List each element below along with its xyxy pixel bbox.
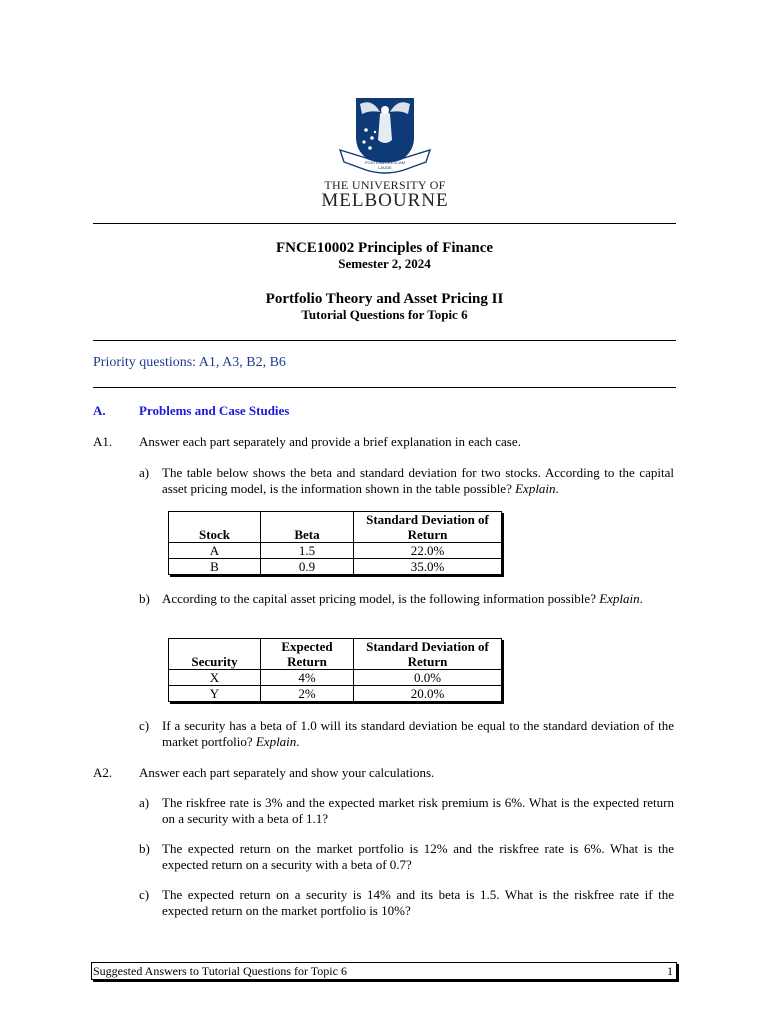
table-header: Stock — [169, 512, 261, 543]
table-row — [169, 686, 502, 702]
a1-part-b-label: b) — [139, 591, 150, 606]
section-title: Problems and Case Studies — [139, 403, 290, 418]
question-a1-number: A1. — [93, 434, 113, 449]
course-title: FNCE10002 Principles of Finance — [275, 240, 494, 256]
page-footer — [91, 962, 677, 980]
table-cell: 0.0% — [354, 670, 502, 686]
question-a2-number: A2. — [93, 765, 113, 780]
table-header: Standard Deviation of Return — [354, 639, 502, 670]
table-cell: Y — [169, 686, 261, 702]
table-header-row — [169, 512, 502, 543]
a1-part-b-explain: Explain — [599, 591, 640, 606]
a1-part-a-body: The table below shows the beta and standard deviation for two stocks. According to the capital asset pricing model, is the information shown in the table possible? — [162, 465, 674, 496]
logo-motto: POSTERA CRESCAM LAUDE — [364, 160, 405, 170]
a1-part-b-text: According to the capital asset pricing model, is the following information possible? Explain. — [162, 591, 643, 606]
a2-part-b-text: The expected return on the market portfolio is 12% and the riskfree rate is 6%. What is the expected return on a security with a beta of 0.7? — [162, 841, 674, 872]
a1-part-b-body: According to the capital asset pricing model, is the following information possible? — [162, 591, 596, 606]
topic-subtitle: Tutorial Questions for Topic 6 — [301, 307, 468, 322]
table-cell: 1.5 — [261, 543, 354, 559]
a1-part-c-explain: Explain — [255, 734, 297, 749]
table-row — [169, 559, 502, 575]
a2-part-c-text: The expected return on a security is 14% and its beta is 1.5. What is the riskfree rate if the expected return on the market portfolio is 10%? — [162, 887, 674, 918]
table-header-row — [169, 639, 502, 670]
a1-part-c-label: c) — [139, 718, 150, 733]
table-cell: X — [169, 670, 261, 686]
a1-part-a-explain: Explain — [515, 481, 556, 496]
table-header: Beta — [261, 512, 354, 543]
page-number: 1 — [667, 964, 673, 978]
table-cell: 0.9 — [261, 559, 354, 575]
logo-line2: MELBOURNE — [321, 190, 449, 211]
beta-sd-table — [168, 511, 502, 575]
semester: Semester 2, 2024 — [338, 256, 431, 271]
table-cell: 22.0% — [354, 543, 502, 559]
section-letter: A. — [93, 403, 106, 418]
a1-part-c-text: If a security has a beta of 1.0 will its standard deviation be equal to the standard deviation of the market portfolio? Explain. — [162, 718, 674, 749]
table-row — [169, 670, 502, 686]
university-logo — [320, 94, 450, 214]
divider-mid — [93, 340, 676, 341]
table-cell: 20.0% — [354, 686, 502, 702]
a2-part-b-label: b) — [139, 841, 150, 856]
table-header: Standard Deviation of Return — [354, 512, 502, 543]
table-header: Expected Return — [261, 639, 354, 670]
table-cell: B — [169, 559, 261, 575]
table-cell: 2% — [261, 686, 354, 702]
table-row — [169, 543, 502, 559]
logo-line1: THE UNIVERSITY OF — [324, 178, 446, 192]
table-header: Security — [169, 639, 261, 670]
a1-part-a-text: The table below shows the beta and standard deviation for two stocks. According to the capital asset pricing model, is the information shown in the table possible? Explain. — [162, 465, 674, 496]
divider-lower — [93, 387, 676, 388]
topic-title: Portfolio Theory and Asset Pricing II — [265, 291, 504, 307]
security-return-table — [168, 638, 502, 702]
table-cell: A — [169, 543, 261, 559]
a2-part-a-text: The riskfree rate is 3% and the expected market risk premium is 6%. What is the expected return on a security with a beta of 1.1? — [162, 795, 674, 826]
a1-part-a-label: a) — [139, 465, 150, 480]
question-a2-intro: Answer each part separately and show your calculations. — [139, 765, 435, 780]
table-cell: 4% — [261, 670, 354, 686]
table-cell: 35.0% — [354, 559, 502, 575]
question-a1-intro: Answer each part separately and provide a brief explanation in each case. — [139, 434, 521, 449]
a2-part-a-label: a) — [139, 795, 150, 810]
footer-text: Suggested Answers to Tutorial Questions for Topic 6 — [93, 964, 347, 978]
divider-top — [93, 223, 676, 224]
a2-part-c-label: c) — [139, 887, 150, 902]
a1-part-c-body: If a security has a beta of 1.0 will its standard deviation be equal to the standard deviation of the market portfolio? — [162, 718, 674, 749]
priority-questions: Priority questions: A1, A3, B2, B6 — [93, 355, 286, 370]
